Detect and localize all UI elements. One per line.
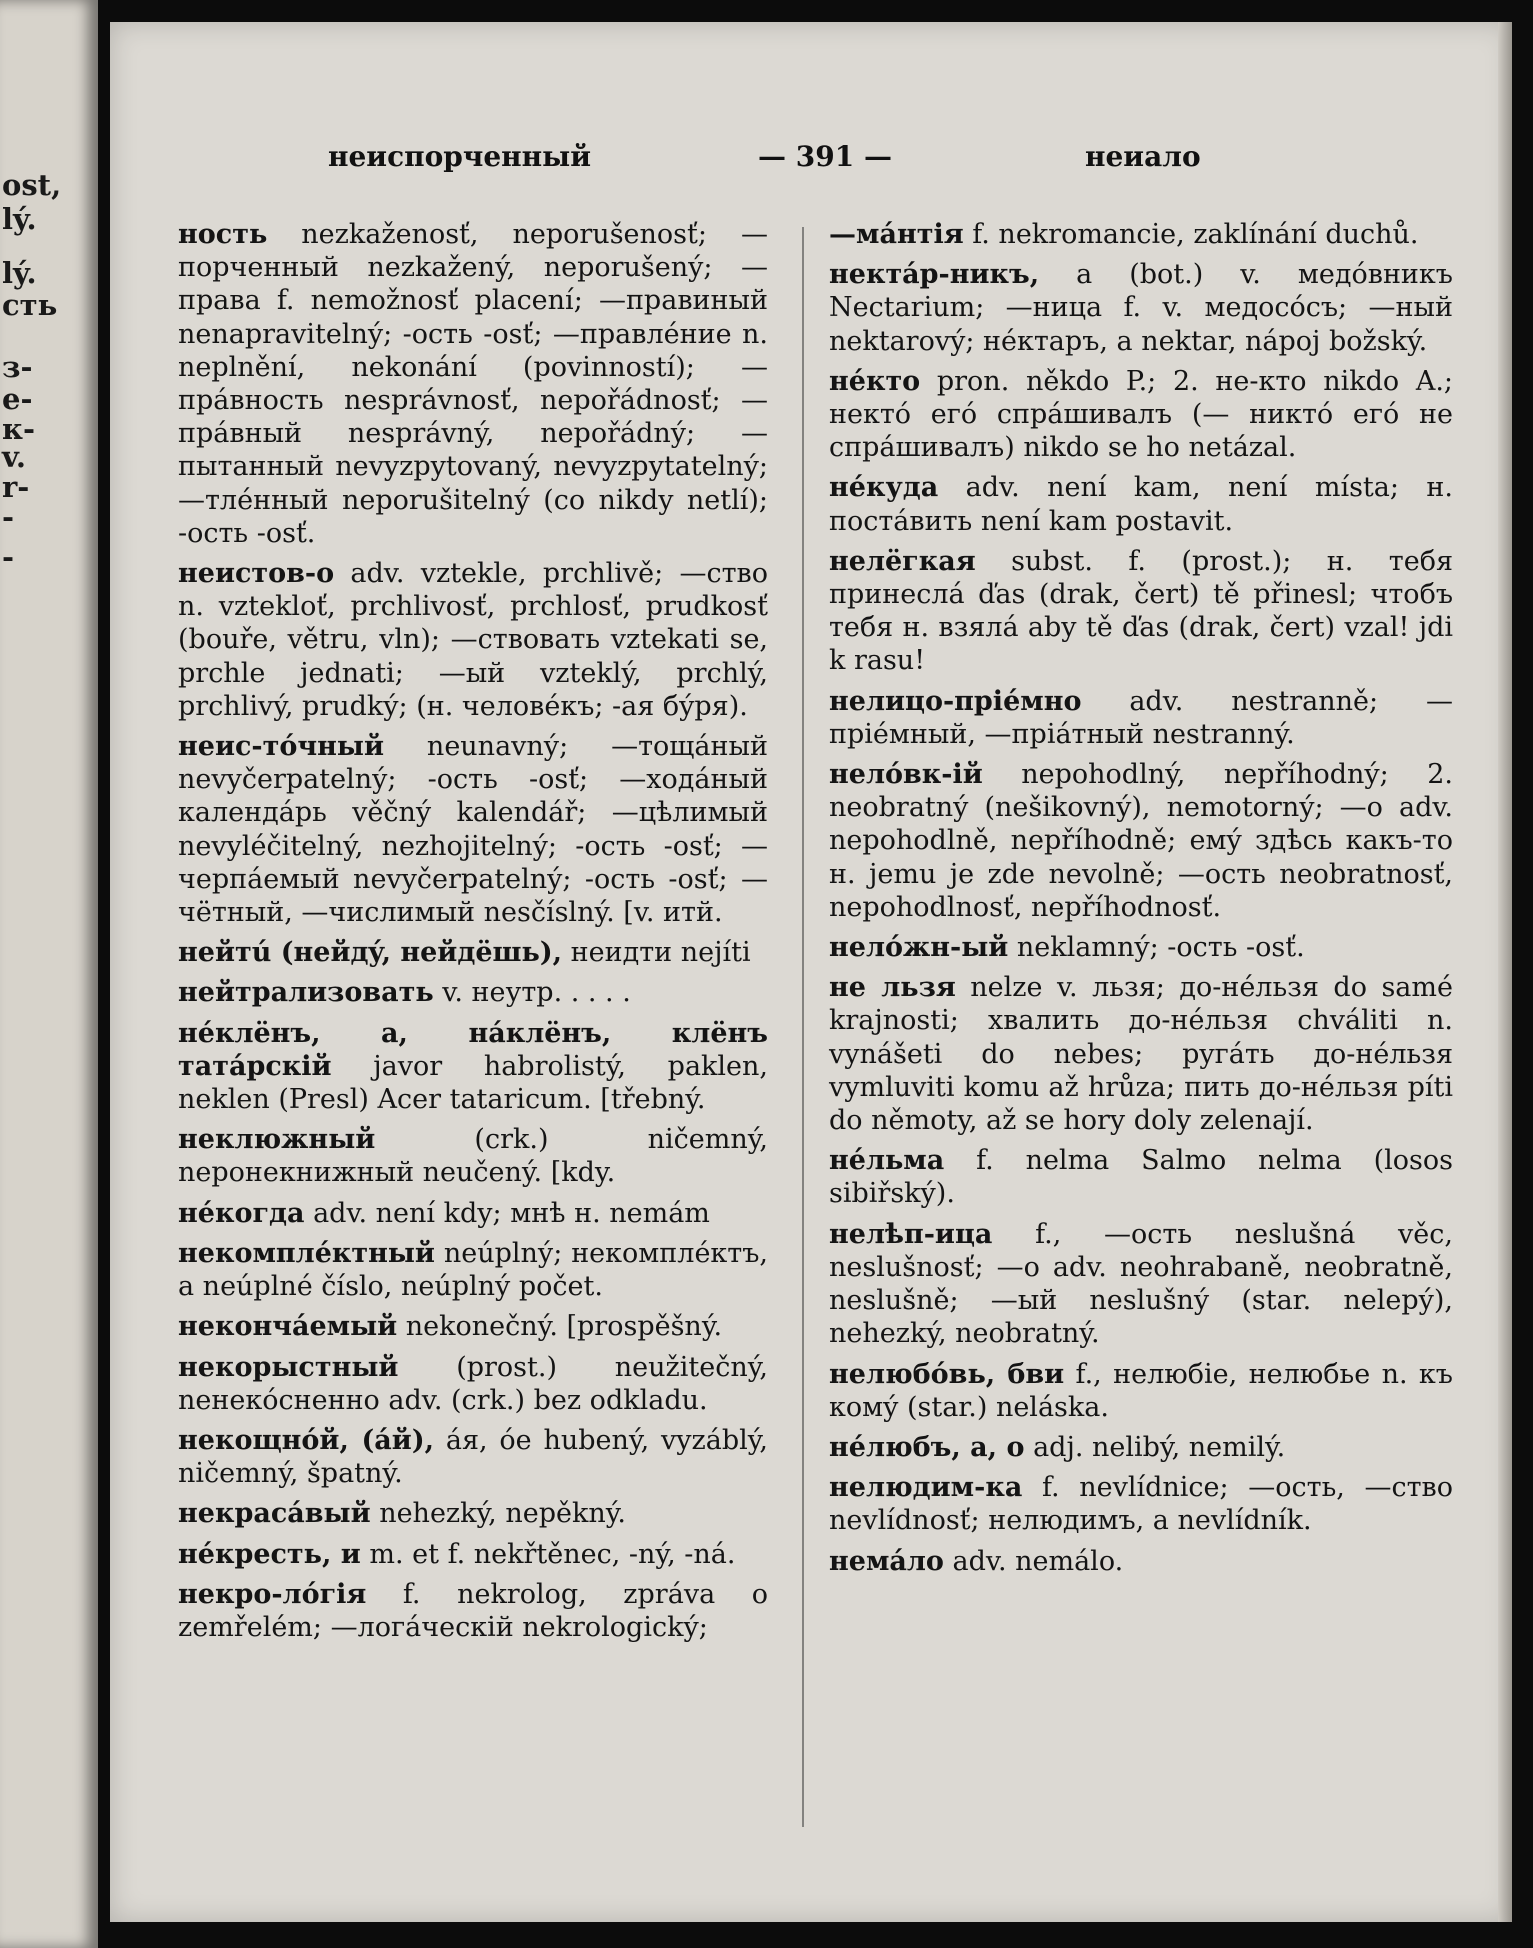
running-head-first-word: неиспорченный xyxy=(328,140,592,173)
dictionary-entry xyxy=(178,218,768,550)
dictionary-entry xyxy=(829,931,1453,964)
dictionary-entry xyxy=(829,1144,1453,1210)
dictionary-entry xyxy=(178,1123,768,1189)
entry-definition: neunavný; —тощáный nevyčerpatelný; -ость -osť; —ходáный календáрь věčný kalendář; —цѣлимый nevyléčitelný, nezhojitelný; -ость -osť; —черпáемый nevyčerpatelný; -ость -osť; —чётный, —числимый nesčíslný. [v. итй. xyxy=(178,731,768,929)
previous-page-fragment: з- xyxy=(2,350,33,384)
dictionary-entry xyxy=(829,1545,1453,1578)
left-column xyxy=(178,218,768,1651)
previous-page-fragment: е- xyxy=(2,382,33,416)
dictionary-entry xyxy=(829,218,1453,251)
entry-definition: a (bot.) v. медóвникъ Nectarium; —ница f. v. медосóсъ; —ный nektarový; нéктаръ, а nektar, nápoj božský. xyxy=(829,259,1453,357)
dictionary-entry xyxy=(829,365,1453,465)
entry-definition: javor habrolistý, paklen, neklen (Presl) Acer tataricum. [třebný. xyxy=(178,1050,768,1116)
previous-page-fragment: r- xyxy=(2,470,30,504)
entry-headword: нелюбóвь, бви xyxy=(829,1358,1065,1390)
entry-headword: неис-тóчный xyxy=(178,731,384,763)
entry-headword: некощнóй, (áй), xyxy=(178,1424,434,1456)
page-number: — 391 — xyxy=(758,140,892,173)
dictionary-entry xyxy=(178,1538,768,1571)
dictionary-entry xyxy=(178,976,768,1009)
entry-definition: f. nelma Salmo nelma (losos sibiřský). xyxy=(829,1145,1453,1210)
entry-headword: некро-лóгія xyxy=(178,1578,367,1610)
entry-headword: немáло xyxy=(829,1545,944,1577)
dictionary-entry xyxy=(829,258,1453,358)
entry-definition: áя, óе hubený, vyzáblý, ničemný, špatný. xyxy=(178,1424,768,1490)
entry-definition: adv. nestranně; —пріéмный, —пріáтный nestranný. xyxy=(829,685,1453,750)
entry-headword: нéклёнъ, а, нáклёнъ, клёнъ татáрскій xyxy=(178,1017,768,1082)
previous-page-fragment: - xyxy=(2,500,15,534)
dictionary-entry xyxy=(178,1197,768,1230)
entry-definition: f., —ость neslušná věc, neslušnosť; —о adv. neohrabaně, neobratně, neslušně; —ый neslušný (star. nelepý), nehezký, neobratný. xyxy=(829,1218,1453,1350)
previous-page-fragment: ost, xyxy=(2,168,62,202)
entry-definition: adj. nelibý, nemilý. xyxy=(1024,1431,1286,1463)
entry-headword: нейтú (нейдý, нейдёшь), xyxy=(178,937,563,969)
dictionary-entry xyxy=(829,758,1453,924)
column-divider xyxy=(802,227,804,1827)
previous-page-fragment: сть xyxy=(2,288,58,322)
entry-definition: neklamný; -ость -osť. xyxy=(1008,932,1305,964)
entry-definition: nezkaženosť, neporušenosť; —порченный nezkažený, neporušený; —права f. nemožnosť placení; —правиный nenapravitelný; -ость -osť; —правлéние n. neplnění, nekonání (povinností); —прáвность nesprávnosť, nepořádnosť; —прáвный nesprávný, nepořádný; —пытанный nevyzpytovaný, nevyzpytatelný; —тлéнный neporušitelný (co nikdy netlí); -ость -osť. xyxy=(178,219,768,549)
entry-headword: нелюдим-ка xyxy=(829,1472,1023,1504)
entry-headword: некомплéктный xyxy=(178,1237,435,1269)
dictionary-entry xyxy=(178,730,768,929)
dictionary-entry xyxy=(829,1358,1453,1424)
entry-headword: неклюжный xyxy=(178,1124,376,1156)
entry-definition: f. nekromancie, zaklínání duchů. xyxy=(963,219,1419,250)
entry-headword: нéлюбъ, а, о xyxy=(829,1431,1025,1463)
entry-headword: нелёгкая xyxy=(829,545,976,577)
entry-definition: adv. nemálo. xyxy=(943,1545,1124,1577)
entry-definition: f. nekrolog, zpráva o zemřelém; —логáческій nekrologický; xyxy=(178,1578,768,1643)
dictionary-entry xyxy=(178,1237,768,1303)
previous-page-fragment: lý. xyxy=(2,202,37,236)
dictionary-entry xyxy=(178,1424,768,1490)
dictionary-entry xyxy=(178,1351,768,1417)
entry-definition: (crk.) ničemný, nepoнекнижный neučený. [kdy. xyxy=(178,1124,768,1189)
entry-definition: adv. vztekle, prchlivě; —ство n. vztekloť, prchlivosť, prchlosť, prudkosť (bouře, větru, vln); —ствовать vztekati se, prchle jednati; —ый vzteklý, prchlý, prchlivý, prudký; (н. человéкъ; -ая бýря). xyxy=(178,558,768,722)
entry-headword: не льзя xyxy=(829,972,956,1004)
entry-headword: нектáр-никъ, xyxy=(829,259,1040,291)
entry-definition: v. неутр. . . . . xyxy=(433,977,631,1009)
entry-definition: (prost.) neužitečný, neнекóсненно adv. (crk.) bez odkladu. xyxy=(178,1351,768,1416)
entry-definition: subst. f. (prost.); н. тебя принеслá ďas (drak, čert) tě přinesl; чтобъ тебя н. взялá aby tě ďas (drak, čert) vzal! jdi k rasu! xyxy=(829,545,1453,677)
entry-definition: nelze v. льзя; до-нéльзя do samé krajnosti; хвалить до-нéльзя chváliti n. vynášeti do nebes; рyгáть до-нéльзя vymluviti komu až hrůza; пить до-нéльзя píti do němoty, až se hory doly zelenají. xyxy=(829,972,1453,1137)
dictionary-entry xyxy=(829,685,1453,751)
dictionary-page xyxy=(110,22,1512,1922)
entry-headword: некончáемый xyxy=(178,1311,398,1343)
entry-definition: neúplný; некомплéктъ, а neúplné číslo, neúplný počet. xyxy=(178,1237,768,1303)
entry-definition: nehezký, nepěkný. xyxy=(370,1498,626,1530)
entry-headword: нéкто xyxy=(829,365,921,397)
entry-headword: нéльма xyxy=(829,1145,945,1177)
entry-definition: m. et f. nekřtěnec, -ný, -ná. xyxy=(360,1538,736,1570)
entry-headword: нелóжн-ый xyxy=(829,932,1009,964)
dictionary-entry xyxy=(178,1578,768,1644)
entry-headword: некорыстный xyxy=(178,1351,399,1383)
dictionary-entry xyxy=(829,471,1453,537)
entry-definition: nekonečný. [prospěšný. xyxy=(397,1311,723,1343)
previous-page-fragment: v. xyxy=(2,440,27,474)
right-column xyxy=(829,218,1453,1585)
dictionary-entry xyxy=(829,1431,1453,1464)
entry-definition: неидти nejíti xyxy=(562,937,751,969)
entry-headword: нелóвк-ій xyxy=(829,759,983,791)
entry-headword: нейтрализовать xyxy=(178,977,434,1009)
dictionary-entry xyxy=(178,1017,768,1117)
previous-page-fragment: lý. xyxy=(2,256,37,290)
running-head-last-word: неиало xyxy=(1085,140,1201,173)
previous-page-fragment: к- xyxy=(2,412,35,446)
dictionary-entry xyxy=(829,545,1453,678)
entry-headword: ность xyxy=(178,219,268,250)
entry-headword: нéкуда xyxy=(829,472,939,504)
previous-page-edge xyxy=(0,0,98,1948)
page-edge-shadow xyxy=(1498,22,1512,1922)
entry-headword: неистов-о xyxy=(178,558,335,590)
entry-definition: f. nevlídnice; —ость, —ство nevlídnosť; нелюдимъ, a nevlídník. xyxy=(829,1472,1453,1537)
entry-headword: —мáнтія xyxy=(829,219,964,250)
entry-headword: некрасáвый xyxy=(178,1498,371,1530)
entry-headword: нéкогда xyxy=(178,1197,305,1229)
dictionary-entry xyxy=(178,557,768,723)
entry-definition: nepohodlný, nepříhodný; 2. neobratný (nešikovný), nemotorný; —о adv. nepohodlně, nepříhodně; емý здѣсь какъ-то н. jemu je zde nevolně; —ость neobratnosť, nepohodlnosť, nepříhodnosť. xyxy=(829,759,1453,923)
dictionary-entry xyxy=(829,1218,1453,1351)
dictionary-entry xyxy=(178,1497,768,1530)
dictionary-entry xyxy=(829,971,1453,1137)
previous-page-fragment: - xyxy=(2,540,15,574)
entry-headword: нéкресть, и xyxy=(178,1538,361,1570)
entry-definition: adv. není kdy; мнѣ н. nemám xyxy=(304,1197,710,1229)
entry-definition: adv. není kam, není místa; н. постáвить není kam postavit. xyxy=(829,472,1453,537)
dictionary-entry xyxy=(178,936,768,969)
dictionary-entry xyxy=(829,1471,1453,1537)
entry-definition: pron. někdo P.; 2. не-кто nikdo A.; нектó егó спрáшивалъ (— никтó егó не спрáшивалъ) nikdo se ho netázal. xyxy=(829,365,1453,464)
entry-headword: нелицо-пріéмно xyxy=(829,685,1082,717)
dictionary-entry xyxy=(178,1310,768,1343)
entry-definition: f., нелюбіе, нелюбье n. къ комý (star.) neláska. xyxy=(829,1358,1453,1423)
entry-headword: нелѣп-ица xyxy=(829,1218,993,1250)
